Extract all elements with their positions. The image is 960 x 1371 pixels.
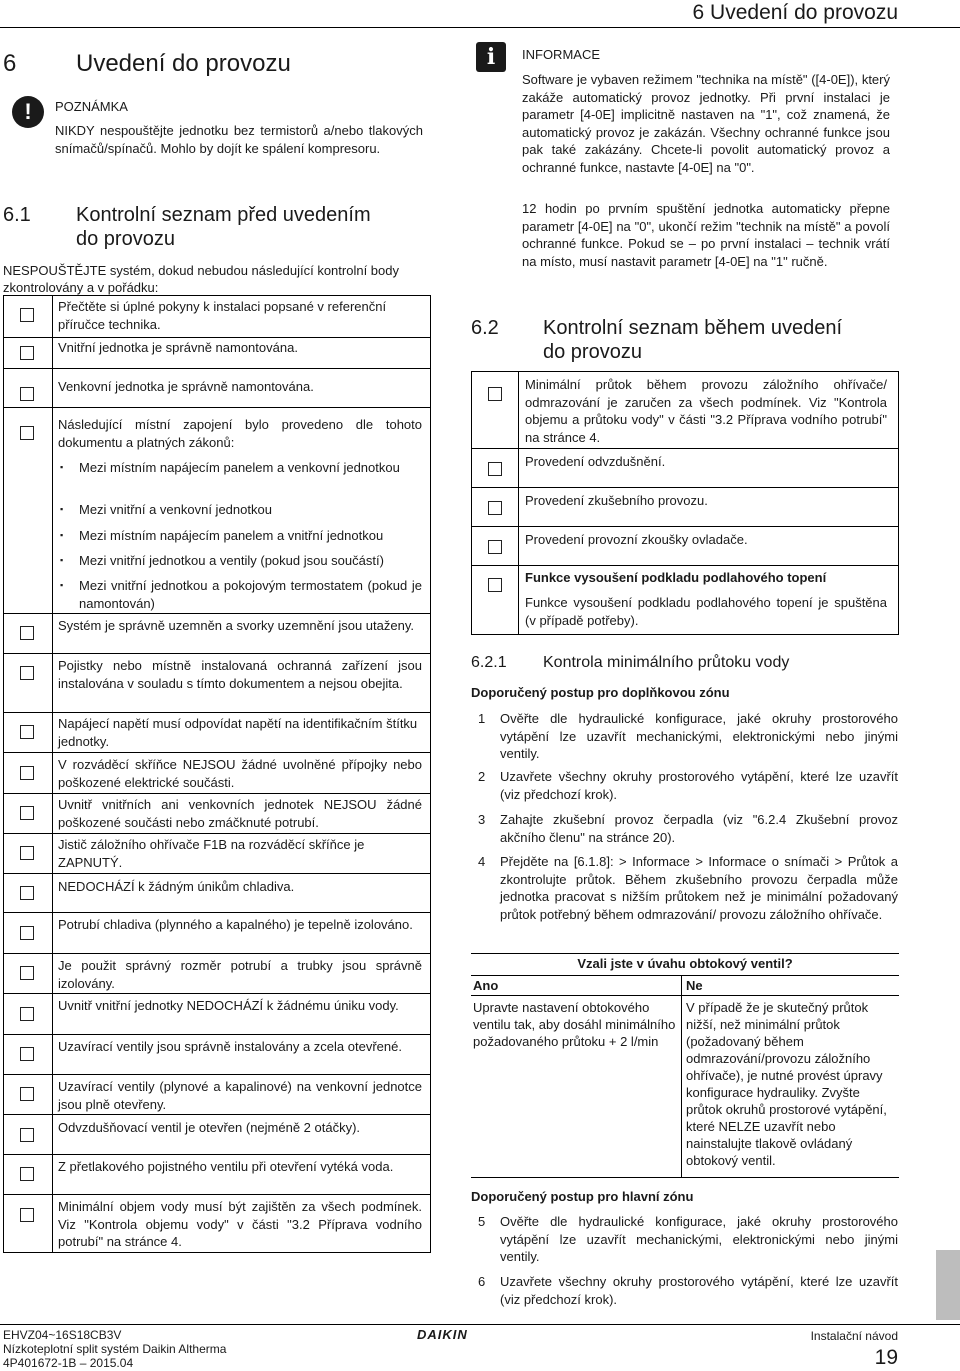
bullet-item: ▪ Mezi vnitřní jednotkou a pokojovým termostatem (pokud je namontován) (79, 577, 422, 612)
chapter-number: 6 (3, 50, 17, 77)
bullet-item: ▪ Mezi vnitřní a venkovní jednotkou (79, 501, 422, 519)
checklist-item: Jistič záložního ohřívače F1B na rozváděcí skříňce je ZAPNUTÝ. (58, 837, 365, 870)
checklist-item: Minimální průtok během provozu záložního ohřívače/ odmrazování je zaručen za všech podmínek. Viz "Kontrola objemu a průtoku vody" v části "3.2 Příprava vodního potrubí" na stránce 4. (525, 377, 887, 445)
decision-table-title: Vzali jste v úvahu obtokový ventil? (577, 956, 793, 971)
footer-doc-title: Instalační návod (810, 1329, 898, 1343)
section-62-number: 6.2 (471, 317, 499, 339)
checklist-item: Systém je správně uzemněn a svorky uzemnění jsou utaženy. (58, 618, 414, 633)
bullet-item: ▪ Mezi místním napájecím panelem a vnitřní jednotkou (79, 527, 422, 545)
checkbox[interactable] (488, 501, 502, 515)
footer-desc: Nízkoteplotní split systém Daikin Altherma (3, 1342, 227, 1356)
checkbox[interactable] (20, 1208, 34, 1222)
subheading-additional-zone: Doporučený postup pro doplňkovou zónu (471, 685, 730, 700)
checklist-item: Vnitřní jednotka je správně namontována. (58, 340, 298, 355)
bullet-item: ▪ Mezi místním napájecím panelem a venkovní jednotkou (79, 459, 422, 477)
checklist-item: Napájecí napětí musí odpovídat napětí na identifikačním štítku jednotky. (58, 716, 418, 749)
checkbox[interactable] (20, 846, 34, 860)
step-number: 3 (478, 812, 486, 827)
section-61-number: 6.1 (3, 204, 31, 226)
checklist-item: Minimální objem vody musí být zajištěn za všech podmínek. Viz "Kontrola objemu vody" v části "3.2 Příprava vodního potrubí" na stránce 4. (58, 1199, 422, 1249)
checklist-item: Provedení provozní zkoušky ovladače. (525, 532, 748, 547)
note-label: POZNÁMKA (55, 99, 128, 114)
checklist-item: Funkce vysoušení podkladu podlahového topení (525, 570, 827, 585)
checklist-item: Uzavírací ventily (plynové a kapalinové) na venkovní jednotce jsou plně otevřeny. (58, 1079, 422, 1112)
checkbox[interactable] (20, 886, 34, 900)
header-chapter-title: 6 Uvedení do provozu (692, 1, 898, 24)
checklist-item: Pojistky nebo místně instalovaná ochranná zařízení jsou instalována v souladu s tímto dokumentem a nejsou obejita. (58, 658, 422, 691)
checkbox[interactable] (20, 626, 34, 640)
checklist-item: Je použit správný rozměr potrubí a trubky jsou správně izolovány. (58, 958, 422, 991)
checklist-item: Provedení odvzdušnění. (525, 454, 666, 469)
checklist-item: Potrubí chladiva (plynného a kapalného) je tepelně izolováno. (58, 917, 413, 932)
step-text: Uzavřete všechny okruhy prostorového vytápění, které lze uzavřít (viz předchozí krok). (500, 769, 898, 802)
info-icon: i (476, 42, 506, 72)
checklist-item: Z přetlakového pojistného ventilu při otevření vytéká voda. (58, 1159, 394, 1174)
info-paragraph-2: 12 hodin po prvním spuštění jednotka automaticky přepne parametr [4-0E] na "0", ukončí režim "technik na místě" a povolí ochranné funkce. Pokud se – po první instalaci – technik vrátí na místo, musí nastavit parametr [4-0E] na "1" ručně. (522, 201, 890, 269)
checkbox[interactable] (20, 1167, 34, 1181)
section-62-title-1: Kontrolní seznam během uvedení (543, 317, 843, 339)
checklist-item: Přečtěte si úplné pokyny k instalaci popsané v referenční příručce technika. (58, 299, 387, 332)
decision-col-no: Ne (686, 978, 703, 993)
checkbox[interactable] (20, 806, 34, 820)
footer-rule (0, 1324, 960, 1325)
step-number: 6 (478, 1274, 486, 1289)
decision-no-text: V případě že je skutečný průtok nižší, než minimální průtok (požadovaný během odmrazování/provozu záložního ohřívače), je nutné provést úpravy konfigurace hydrauliky. Zvyšte průtok okruhů prostorové vytápění, které NELZE uzavřít nebo nainstalujte tlakově ovládaný obtokový ventil. (686, 1000, 887, 1168)
step-text: Uzavřete všechny okruhy prostorového vytápění, které lze uzavřít (viz předchozí krok). (500, 1274, 898, 1307)
checkbox[interactable] (20, 426, 34, 440)
subheading-main-zone: Doporučený postup pro hlavní zónu (471, 1189, 694, 1204)
step-text: Přejděte na [6.1.8]: > Informace > Informace o snímači > Průtok a zkontrolujte průtok. Během zkušebního provozu čerpadla může jednotka pracovat s nižším průtokem než je minimální požadovaný průtok potřebný během odmrazování/ provozu záložního ohřívače. (500, 854, 898, 922)
checkbox[interactable] (20, 1007, 34, 1021)
checkbox[interactable] (20, 725, 34, 739)
checklist-item: Odvzdušňovací ventil je otevřen (nejméně 2 otáčky). (58, 1120, 361, 1135)
info-label: INFORMACE (522, 47, 600, 62)
checkbox[interactable] (20, 1128, 34, 1142)
checkbox[interactable] (20, 1087, 34, 1101)
step-text: Ověřte dle hydraulické konfigurace, jaké okruhy prostorového vytápění lze uzavřít mechanickými, elektronickými nebo jinými ventily. (500, 1214, 898, 1264)
section-621-title: Kontrola minimálního průtoku vody (543, 654, 790, 671)
checkbox[interactable] (488, 540, 502, 554)
brand-logo: DAIKIN (417, 1327, 468, 1342)
checkbox[interactable] (20, 666, 34, 680)
section-61-title-2: do provozu (76, 228, 175, 250)
section-61-intro-1: NESPOUŠTĚJTE systém, dokud nebudou následující kontrolní body (3, 263, 399, 278)
footer-model: EHVZ04~16S18CB3V (3, 1328, 122, 1342)
decision-col-yes: Ano (473, 978, 499, 993)
checkbox[interactable] (20, 926, 34, 940)
warning-icon: ! (12, 96, 44, 128)
checklist-item: Uvnitř vnitřních ani venkovních jednotek NEJSOU žádné poškozené součásti nebo zmáčknuté potrubí. (58, 797, 422, 830)
note-text: NIKDY nespouštějte jednotku bez termistorů a/nebo tlakových snímačů/spínačů. Mohlo by dojít ke spálení kompresoru. (55, 123, 423, 156)
checkbox[interactable] (488, 578, 502, 592)
info-paragraph-1: Software je vybaven režimem "technika na místě" ([4-0E]), který zakáže automatický provoz jednotky. Při první instalaci je parametr [4-0E] implicitně nastaven na "1", což znamená, že automatický provoz je zakázán. Všechny ochranné funkce jsou pak také zakázány. Chcete-li povolit automatický provoz a ochranné funkce, nastavte [4-0E] na "0". (522, 72, 890, 175)
checkbox[interactable] (20, 766, 34, 780)
checklist-item: NEDOCHÁZÍ k žádným únikům chladiva. (58, 879, 295, 894)
decision-yes-text: Upravte nastavení obtokového ventilu tak, aby dosáhl minimálního požadovaného průtoku + 2 l/min (473, 1000, 676, 1049)
step-number: 1 (478, 711, 486, 726)
footer-code: 4P401672-1B – 2015.04 (3, 1356, 134, 1370)
checklist-item: Funkce vysoušení podkladu podlahového topení je spuštěna (v případě potřeby). (525, 595, 887, 628)
checkbox[interactable] (488, 462, 502, 476)
checklist-item: Uzavírací ventily jsou správně instalovány a zcela otevřené. (58, 1039, 402, 1054)
checkbox[interactable] (20, 387, 34, 401)
section-61-intro-2: zkontrolovány a v pořádku: (3, 280, 159, 295)
page-number: 19 (874, 1346, 898, 1369)
checkbox[interactable] (488, 387, 502, 401)
checklist-item: Provedení zkušebního provozu. (525, 493, 708, 508)
section-61-title-1: Kontrolní seznam před uvedením (76, 204, 371, 226)
checklist-item: V rozváděcí skříňce NEJSOU žádné uvolněné přípojky nebo poškozené elektrické součásti. (58, 757, 422, 790)
step-number: 4 (478, 854, 486, 869)
side-tab (936, 1250, 960, 1320)
checklist-item: Venkovní jednotka je správně namontována. (58, 379, 314, 394)
checkbox[interactable] (20, 966, 34, 980)
checkbox[interactable] (20, 346, 34, 360)
checklist-item: Následující místní zapojení bylo provedeno dle tohoto dokumentu a platných zákonů: (58, 417, 422, 450)
step-text: Zahajte zkušební provoz čerpadla (viz "6.2.4 Zkušební provoz akčního členu" na stránce 20). (500, 812, 898, 845)
chapter-title: Uvedení do provozu (76, 50, 291, 77)
step-text: Ověřte dle hydraulické konfigurace, jaké okruhy prostorového vytápění lze uzavřít mechanickými, elektronickými nebo jinými ventily. (500, 711, 898, 761)
step-number: 5 (478, 1214, 486, 1229)
checkbox[interactable] (20, 1047, 34, 1061)
section-621-number: 6.2.1 (471, 654, 507, 671)
checkbox[interactable] (20, 308, 34, 322)
section-62-title-2: do provozu (543, 341, 642, 363)
checklist-item: Uvnitř vnitřní jednotky NEDOCHÁZÍ k žádnému úniku vody. (58, 998, 399, 1013)
step-number: 2 (478, 769, 486, 784)
bullet-item: ▪ Mezi vnitřní jednotkou a ventily (pokud jsou součástí) (79, 552, 422, 570)
